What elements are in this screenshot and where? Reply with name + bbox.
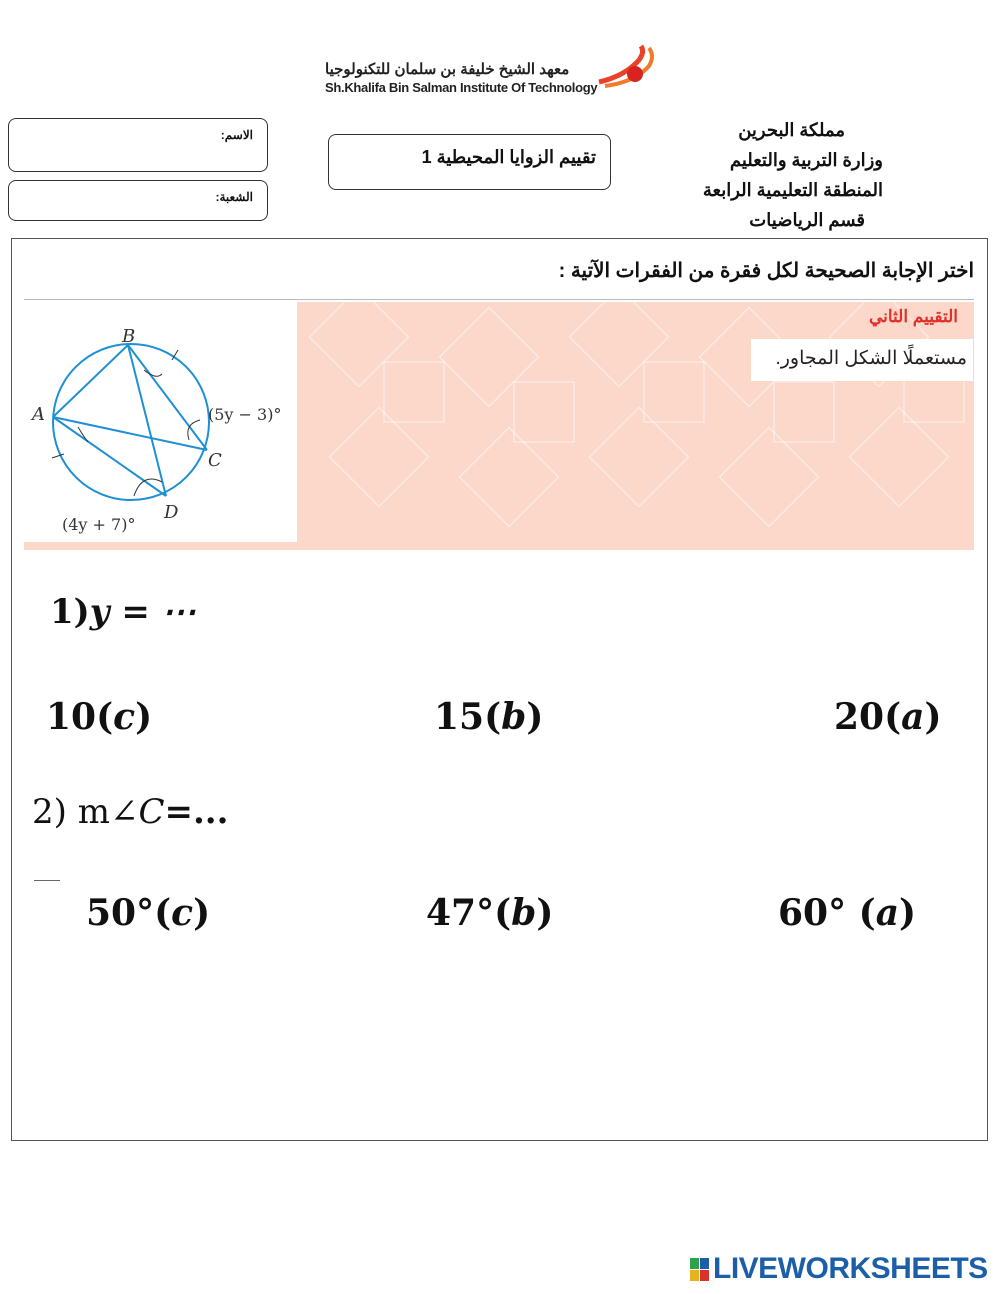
angle-c-label: (5y − 3)° xyxy=(208,405,282,424)
option-value: 47° xyxy=(426,892,495,934)
question-1-number: 1) xyxy=(50,592,90,632)
question-1-option-a[interactable]: 20(a) xyxy=(834,696,942,738)
question-2-option-a[interactable]: 60° (a) xyxy=(778,892,917,934)
angle-d-label: (4y + 7)° xyxy=(62,515,136,534)
circle-diagram-panel xyxy=(24,302,297,542)
instruction-text: اختر الإجابة الصحيحة لكل فقرة من الفقرات الآتية : xyxy=(558,260,974,282)
point-d-label: D xyxy=(164,502,179,523)
option-value: 20 xyxy=(834,696,885,738)
section-label: الشعبة: xyxy=(215,190,253,204)
name-field[interactable] xyxy=(8,118,268,172)
section-field[interactable] xyxy=(8,180,268,221)
option-letter: a xyxy=(901,696,925,738)
banner-subtitle: مستعملًا الشكل المجاور. xyxy=(775,348,967,369)
banner-subtitle-box xyxy=(751,339,973,381)
point-a-label: A xyxy=(32,404,45,425)
worksheet-title: تقييم الزوايا المحيطية 1 xyxy=(421,147,596,167)
ministry-line-ministry: وزارة التربية والتعليم xyxy=(729,150,883,170)
question-1-option-b[interactable]: 15(b) xyxy=(434,696,544,738)
banner-title: التقييم الثاني xyxy=(868,307,958,326)
option-value: 50° xyxy=(86,892,155,934)
point-b-label: B xyxy=(122,326,136,347)
ministry-line-kingdom: مملكة البحرين xyxy=(738,120,845,140)
liveworksheets-logo-icon xyxy=(690,1258,709,1281)
option-value: 60° xyxy=(778,892,859,934)
question-2-variable: C xyxy=(138,792,165,832)
option-letter: c xyxy=(113,696,136,738)
worksheet-title-box xyxy=(328,134,611,190)
inscribed-angles-diagram xyxy=(24,302,297,542)
ministry-line-region: المنطقة التعليمية الرابعة xyxy=(702,180,883,200)
option-value: 15 xyxy=(434,696,485,738)
institute-logo-icon xyxy=(595,42,655,92)
name-label: الاسم: xyxy=(220,128,253,142)
question-1-option-c[interactable]: 10(c) xyxy=(46,696,153,738)
institute-name-arabic: معهد الشيخ خليفة بن سلمان للتكنولوجيا xyxy=(325,61,570,78)
option-letter: a xyxy=(875,892,900,934)
ministry-line-department: قسم الرياضيات xyxy=(749,210,865,230)
question-1-prompt xyxy=(50,592,196,632)
question-2-rest: =... xyxy=(164,792,229,832)
question-2-option-c[interactable]: 50°(c) xyxy=(86,892,211,934)
question-2-prompt xyxy=(32,792,228,832)
option-letter: b xyxy=(511,892,537,934)
option-letter: c xyxy=(171,892,194,934)
question-1-expression: y = ⋯ xyxy=(89,592,196,632)
divider xyxy=(24,299,974,300)
liveworksheets-brand[interactable] xyxy=(690,1252,988,1286)
point-c-label: C xyxy=(208,450,222,471)
institute-name-english: Sh.Khalifa Bin Salman Institute Of Technology xyxy=(325,80,598,95)
answer-dash xyxy=(34,880,60,881)
liveworksheets-wordmark: LIVEWORKSHEETS xyxy=(713,1252,988,1285)
question-2-option-b[interactable]: 47°(b) xyxy=(426,892,554,934)
option-value: 10 xyxy=(46,696,97,738)
option-letter: b xyxy=(501,696,527,738)
question-2-number: 2) m∠ xyxy=(32,792,139,832)
